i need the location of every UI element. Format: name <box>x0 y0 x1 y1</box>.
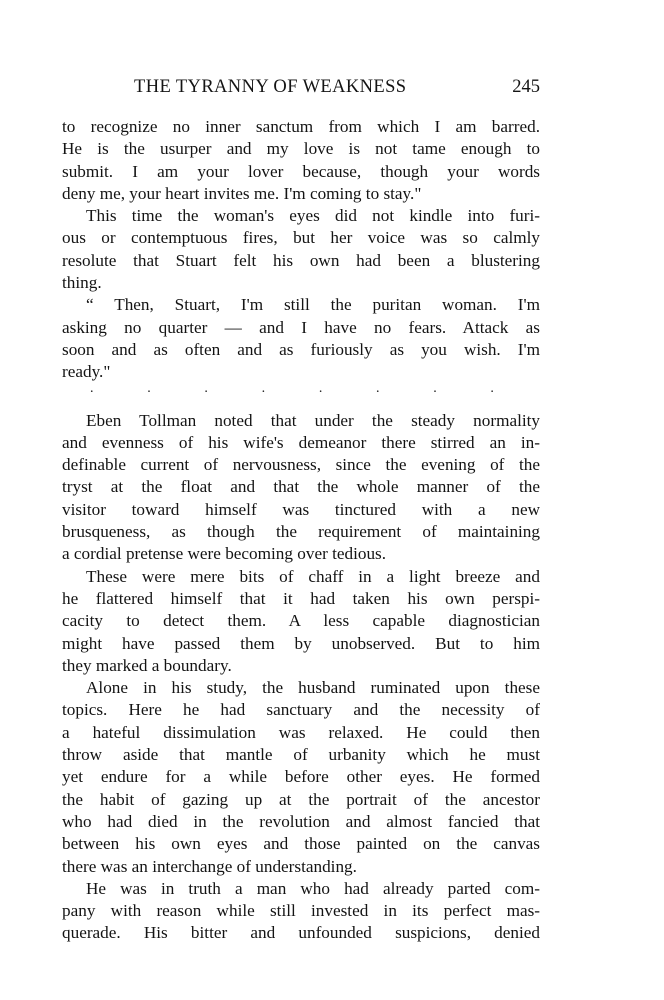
text-line: throw aside that mantle of urbanity which he must <box>62 745 540 765</box>
section-break-dot: . <box>204 380 208 396</box>
text-line: cacity to detect them. A less capable diagnostician <box>62 611 540 631</box>
section-break-dot: . <box>490 380 494 396</box>
text-line: deny me, your heart invites me. I'm coming to stay." <box>62 183 422 203</box>
running-title: THE TYRANNY OF WEAKNESS <box>134 77 407 97</box>
text-line: ous or contemptuous fires, but her voice was so calmly <box>62 228 540 248</box>
section-break-dot: . <box>318 380 323 396</box>
text-line: there was an interchange of understanding. <box>62 856 357 876</box>
text-line: a cordial pretense were becoming over tedious. <box>62 544 387 564</box>
text-line: topics. Here he had sanctuary and the necessity of <box>62 700 540 720</box>
text-line: and evenness of his wife's demeanor there stirred an in- <box>62 432 540 452</box>
text-line: submit. I am your lover because, though your words <box>62 161 540 181</box>
text-line: brusqueness, as though the requirement of maintaining <box>62 522 540 542</box>
text-line: they marked a boundary. <box>62 655 232 675</box>
text-line: pany with reason while still invested in its perfect mas- <box>62 901 540 921</box>
text-line: between his own eyes and those painted on the canvas <box>62 834 540 854</box>
section-break-dot: . <box>147 380 151 396</box>
text-line: thing. <box>62 273 102 293</box>
text-line: asking no quarter — and I have no fears. Attack as <box>62 317 540 337</box>
section-break-dot: . <box>261 380 266 396</box>
paragraph-gap <box>62 400 540 410</box>
section-break-dot: . <box>376 380 380 396</box>
text-line: definable current of nervousness, since the evening of the <box>62 455 540 475</box>
text-line: querade. His bitter and unfounded suspicions, denied <box>62 923 540 943</box>
text-line: resolute that Stuart felt his own had been a blustering <box>62 250 540 270</box>
section-break <box>62 380 540 400</box>
text-line: might have passed them by unobserved. But to him <box>62 633 540 653</box>
text-line: He was in truth a man who had already parted com- <box>86 878 540 898</box>
text-line: soon and as often and as furiously as you wish. I'm <box>62 339 540 359</box>
text-line: He is the usurper and my love is not tame enough to <box>62 139 540 159</box>
text-line: tryst at the float and that the whole manner of the <box>62 477 540 497</box>
section-break-dot: . <box>433 380 437 396</box>
text-line: This time the woman's eyes did not kindle into furi- <box>86 206 540 226</box>
text-line: These were mere bits of chaff in a light breeze and <box>86 566 540 586</box>
text-line: the habit of gazing up at the portrait of the ancestor <box>62 789 540 809</box>
text-line: a hateful dissimulation was relaxed. He could then <box>62 722 540 742</box>
text-line: visitor toward himself was tinctured with a new <box>62 499 540 519</box>
text-line: to recognize no inner sanctum from which I am barred. <box>62 117 540 136</box>
body-text <box>62 116 540 945</box>
text-line: Alone in his study, the husband ruminated upon these <box>86 678 540 698</box>
section-break-dot: . <box>90 380 94 396</box>
running-head <box>62 75 540 99</box>
text-line: yet endure for a while before other eyes. He formed <box>62 767 540 787</box>
text-line: who had died in the revolution and almost fancied that <box>62 811 540 831</box>
page-number: 245 <box>512 77 540 97</box>
text-line: Eben Tollman noted that under the steady normality <box>86 410 540 430</box>
text-line: he flattered himself that it had taken his own perspi- <box>62 588 540 608</box>
text-line: “ Then, Stuart, I'm still the puritan woman. I'm <box>86 295 540 315</box>
text-line: ready." <box>62 362 111 382</box>
